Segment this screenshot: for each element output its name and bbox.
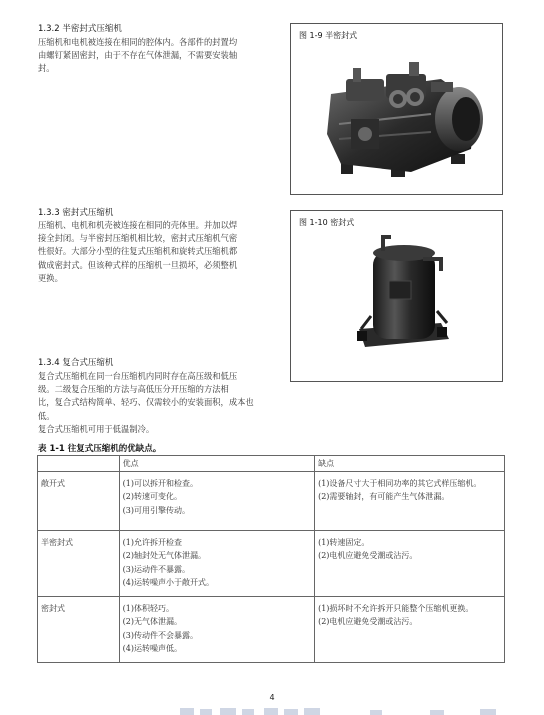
text-line: 更换。 xyxy=(38,272,63,283)
pro-item: (1)体积轻巧。 xyxy=(122,604,174,613)
pro-item: (3)传动件不会暴露。 xyxy=(122,630,198,640)
text-line: 接全封闭。与半密封压缩机相比较，密封式压缩机气密 xyxy=(38,233,238,244)
con-item: (1)损坏时不允许拆开只能整个压缩机更换。 xyxy=(318,604,474,613)
table-cell-type: 密封式 xyxy=(38,597,120,663)
pro-item: (3)可用引擎传动。 xyxy=(122,505,190,515)
section-title-semi-hermetic: 1.3.2 半密封式压缩机 xyxy=(38,24,122,34)
text-line: 级。二级复合压缩的方法与高低压分开压缩的方法相 xyxy=(38,384,229,395)
pro-item: (4)运转噪声小于敞开式。 xyxy=(122,578,214,588)
section-body-compound xyxy=(38,370,254,436)
pro-item: (4)运转噪声低。 xyxy=(122,644,182,654)
table-cell-cons xyxy=(315,597,505,663)
text-line: 由螺钉紧固密封，由于不存在气体泄漏，不需要安装轴 xyxy=(38,50,238,61)
page-number: 4 xyxy=(269,693,275,702)
figure-caption: 图 1-9 半密封式 xyxy=(299,31,358,40)
con-item: (2)电机应避免受潮或沾污。 xyxy=(318,551,418,561)
text-line: 压缩机、电机和机壳被连接在相同的壳体里。并加以焊 xyxy=(38,220,238,230)
comparison-table xyxy=(37,455,505,663)
table-header-row xyxy=(38,456,505,472)
table-cell-pros xyxy=(119,472,314,531)
figure-hermetic xyxy=(290,210,503,382)
figure-semi-hermetic xyxy=(290,23,503,195)
pro-item: (2)轴封处无气体泄漏。 xyxy=(122,551,206,561)
text-line: 复合式压缩机在同一台压缩机内同时存在高压级和低压 xyxy=(38,371,238,381)
table-header-cell: 缺点 xyxy=(315,456,505,472)
text-line: 低。 xyxy=(38,410,55,421)
pro-item: (1)可以拆开和检查。 xyxy=(122,479,198,488)
footer-watermark xyxy=(180,705,510,715)
pro-item: (3)运动件不暴露。 xyxy=(122,564,190,574)
text-line: 复合式压缩机可用于低温制冷。 xyxy=(38,423,155,434)
text-line: 比，复合式结构简单、轻巧、仅需较小的安装面积，成本也 xyxy=(38,397,254,408)
pro-item: (2)转速可变化。 xyxy=(122,492,182,502)
table-cell-pros xyxy=(119,597,314,663)
table-cell-type: 半密封式 xyxy=(38,531,120,597)
section-title-compound: 1.3.4 复合式压缩机 xyxy=(38,358,114,368)
figure-caption: 图 1-10 密封式 xyxy=(299,218,355,227)
table-row xyxy=(38,472,505,531)
table-header-cell xyxy=(38,456,120,472)
text-line: 做成密封式。但该种式样的压缩机一旦损坏，必须整机 xyxy=(38,259,238,270)
con-item: (1)转速固定。 xyxy=(318,538,370,547)
text-line: 封。 xyxy=(38,63,55,74)
con-item: (2)电机应避免受潮或沾污。 xyxy=(318,617,418,627)
table-header-cell: 优点 xyxy=(119,456,314,472)
table-title: 表 1-1 往复式压缩机的优缺点。 xyxy=(38,444,162,454)
text-line: 性很好。大部分小型的往复式压缩机和旋转式压缩机都 xyxy=(38,246,238,257)
semi-hermetic-compressor-image xyxy=(291,24,502,194)
table-cell-type: 敞开式 xyxy=(38,472,120,531)
con-item: (1)设备尺寸大于相同功率的其它式样压缩机。 xyxy=(318,479,482,488)
section-body-semi-hermetic xyxy=(38,36,237,76)
table-row xyxy=(38,531,505,597)
text-line: 压缩机和电机被连接在相同的腔体内。各部件的封置均 xyxy=(38,37,238,47)
section-body-hermetic xyxy=(38,219,237,285)
con-item: (2)需要轴封，有可能产生气体泄漏。 xyxy=(318,492,450,502)
hermetic-compressor-image xyxy=(291,211,502,381)
table-cell-cons xyxy=(315,472,505,531)
pro-item: (1)允许拆开检查 xyxy=(122,538,182,547)
section-title-hermetic: 1.3.3 密封式压缩机 xyxy=(38,208,114,218)
table-cell-pros xyxy=(119,531,314,597)
pro-item: (2)无气体泄漏。 xyxy=(122,617,182,627)
table-row xyxy=(38,597,505,663)
table-cell-cons xyxy=(315,531,505,597)
